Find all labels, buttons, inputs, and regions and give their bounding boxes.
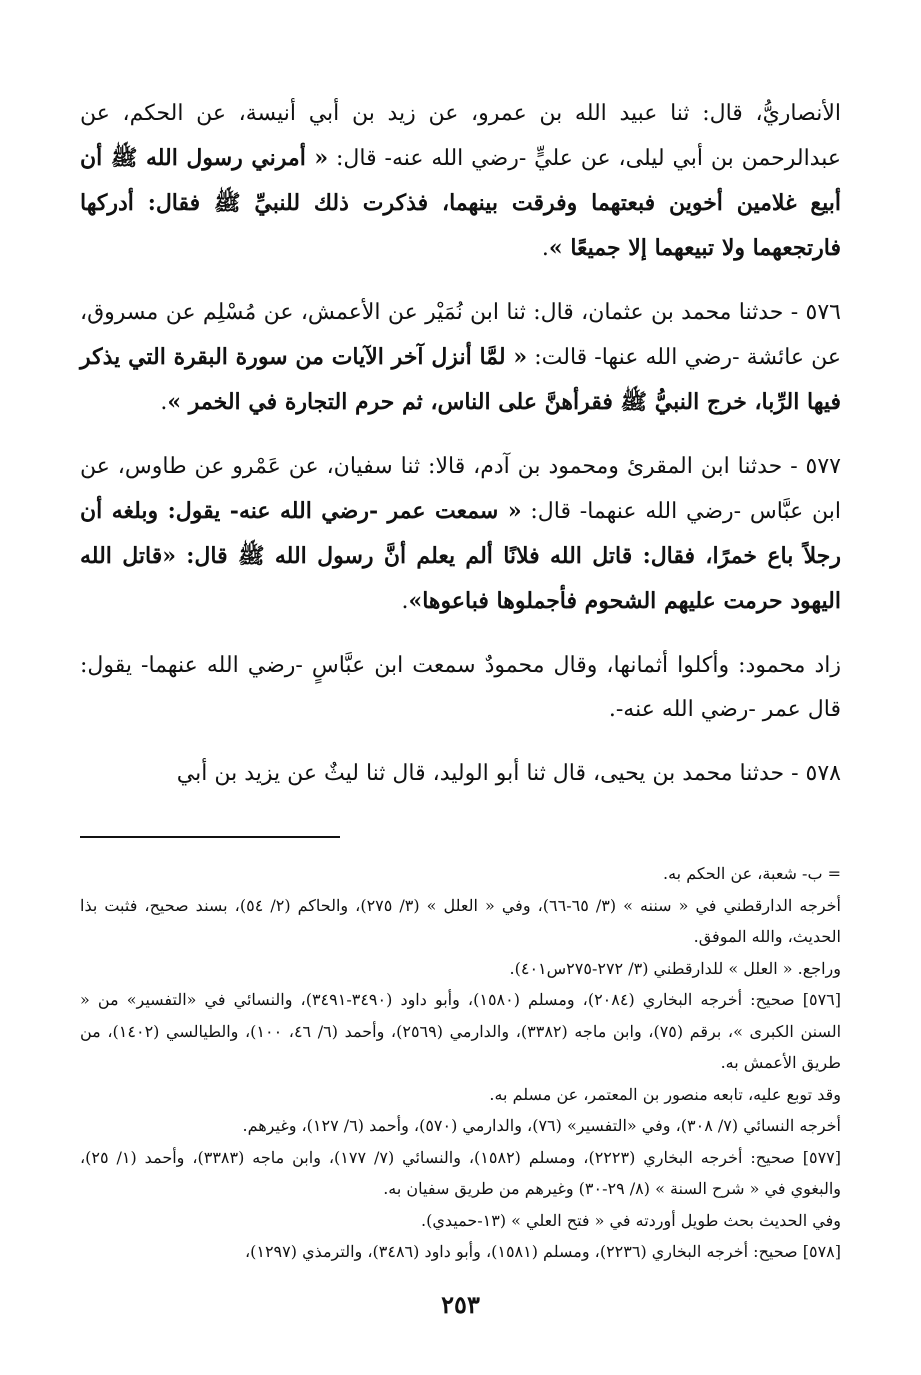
hadith-matn: « أمرني رسول الله ﷺ أن أبيع غلامين أخوين فبعتهما وفرقت بينهما، فذكرت ذلك للنبيِّ ﷺ فقال: أدركها فارتجعهما ولا تبيعهما إلا جميعًا » [80,145,841,261]
hadith-matn: « لمَّا أنزل آخر الآيات من سورة البقرة التي يذكر فيها الرِّبا، خرج النبيُّ ﷺ فقرأهنَّ على الناس، ثم حرم التجارة في الخمر » [80,344,841,415]
hadith-577 [80,445,841,624]
footnote-line: [٥٧٧] صحيح: أخرجه البخاري (٢٢٢٣)، ومسلم (١٥٨٢)، والنسائي (٧/ ١٧٧)، وابن ماجه (٣٣٨٣)، وأحمد (١/ ٢٥)، والبغوي في « شرح السنة » (٨/ ٢٩-٣٠) وغيرهم من طريق سفيان به. [80,1147,842,1198]
footnote-line: أخرجه الدارقطني في « سننه » (٣/ ٦٥-٦٦)، وفي « العلل » (٣/ ٢٧٥)، والحاكم (٢/ ٥٤)، بسند صحيح، فثبت بذا الحديث، والله الموفق. [80,895,842,946]
footnotes [80,858,841,1268]
footnote-line: أخرجه النسائي (٧/ ٣٠٨)، وفي «التفسير» (٧٦)، والدارمي (٥٧٠)، وأحمد (٦/ ١٢٧)، وغيرهم. [242,1116,841,1135]
punctuation: . [541,236,549,261]
isnad-text: الأنصاريُّ، قال: ثنا عبيد الله بن عمرو، عن زيد بن أبي أنيسة، عن الحكم، عن عبدالرحمن بن أبي ليلى، عن عليٍّ -رضي الله عنه- قال: [80,101,841,171]
footnote-line: وقد توبع عليه، تابعه منصور بن المعتمر، عن مسلم به. [489,1084,841,1104]
hadith-576 [80,291,841,425]
footnote-line: [٥٧٦] صحيح: أخرجه البخاري (٢٠٨٤)، ومسلم (١٥٨٠)، وأبو داود (٣٤٩٠-٣٤٩١)، والنسائي في «التفسير» من « السنن الكبرى »، برقم (٧٥)، وابن ماجه (٣٣٨٢)، والدارمي (٢٥٦٩)، وأحمد (٦/ ٤٦، ١٠٠)، والطيالسي (١٤٠٢)، من طريق الأعمش به. [80,990,842,1072]
isnad-text-cont: قال ثنا أبو الوليد، قال ثنا ليثٌ عن يزيد بن أبي [176,761,587,786]
main-text [80,92,841,796]
paragraph-1 [80,92,841,271]
hadith-577-addition: زاد محمود: وأكلوا أثمانها، وقال محمودٌ سمعت ابن عبَّاسٍ -رضي الله عنهما- يقول: قال عمر -رضي الله عنه-. [80,653,841,722]
footnote-divider [80,836,340,838]
page-number: ٢٥٣ [441,1290,480,1319]
isnad-text: ٥٧٦ - حدثنا محمد بن عثمان، قال: ثنا ابن نُمَيْر عن الأعمش، عن مُسْلِم عن مسروق، عن عائشة -رضي الله عنها- قالت: [80,300,842,370]
isnad-text: ٥٧٨ - حدثنا محمد بن يحيى، [586,761,841,786]
hadith-578 [80,752,841,796]
isnad-text: ٥٧٧ - حدثنا ابن المقرئ ومحمود بن آدم، قالا: ثنا سفيان، عن عَمْرو عن طاوس، عن ابن عبَّاس -رضي الله عنهما- قال: [80,454,841,524]
footnote-line: وفي الحديث بحث طويل أوردته في « فتح العلي » (١٣-حميدي). [421,1210,841,1230]
hadith-matn: « سمعت عمر -رضي الله عنه- يقول: وبلغه أن رجلاً باع خمرًا، فقال: قاتل الله فلانًا ألم يعلم أنَّ رسول الله ﷺ قال: «قاتل الله اليهود حرمت عليهم الشحوم فأجملوها فباعوها» [80,498,841,614]
punctuation: . [160,390,168,415]
punctuation: . [401,589,409,614]
footnote-line: وراجع. « العلل » للدارقطني (٣/ ٢٧٢-٢٧٥س٤٠١). [509,958,841,978]
footnote-line: [٥٧٨] صحيح: أخرجه البخاري (٢٢٣٦)، ومسلم (١٥٨١)، وأبو داود (٣٤٨٦)، والترمذي (١٢٩٧)، [244,1242,841,1261]
footnote-line: = ب- شعبة، عن الحكم به. [663,864,841,883]
